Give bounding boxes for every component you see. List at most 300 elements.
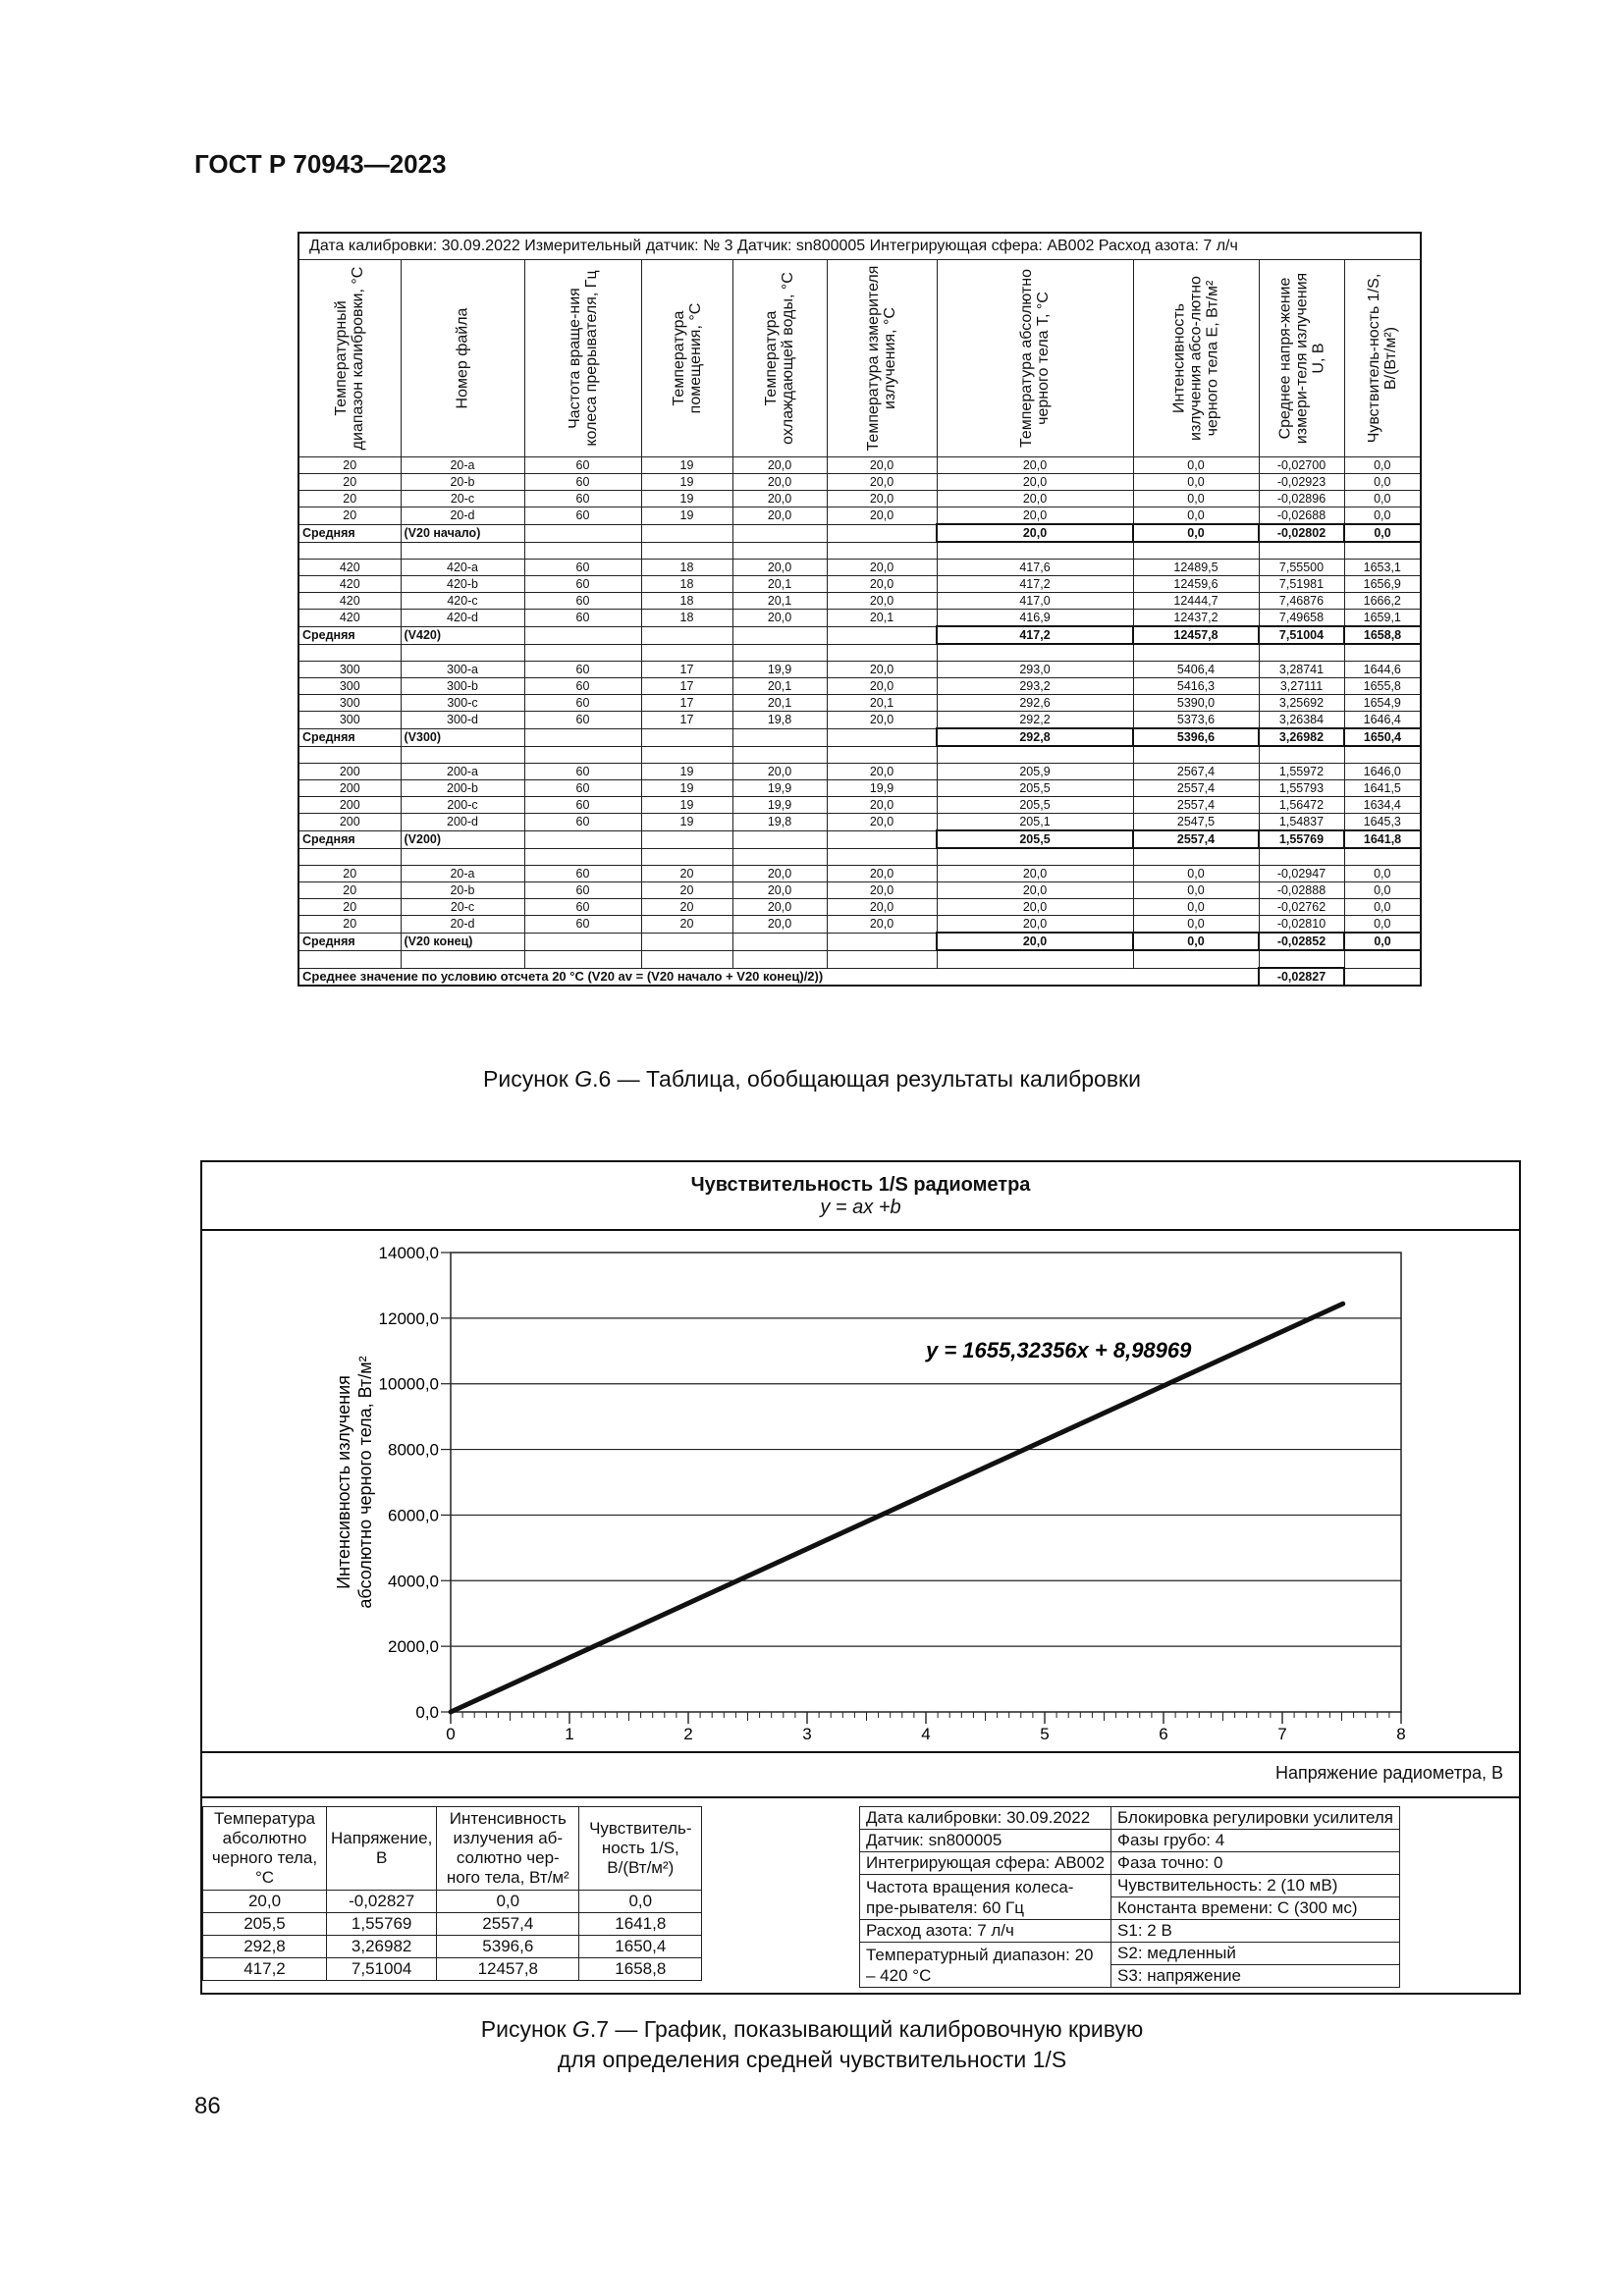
table-cell: 420-a: [401, 560, 524, 576]
table-cell: 20,0: [937, 916, 1133, 934]
table-cell: 19,9: [827, 780, 937, 797]
results-cell: -0,02827: [327, 1891, 437, 1913]
table-cell: 20,0: [827, 882, 937, 899]
table-cell: 18: [641, 610, 732, 627]
y-tick-label: 14000,0: [378, 1244, 439, 1262]
table-cell: 1,54837: [1259, 814, 1344, 831]
table-cell: 20: [298, 899, 401, 916]
empty-cell: [827, 933, 937, 950]
table-row: [298, 491, 1421, 507]
table-cell: 17: [641, 695, 732, 712]
settings-right-cell: Константа времени: С (300 мс): [1111, 1897, 1400, 1920]
table-cell: 20: [298, 507, 401, 525]
average-tag: (V420): [401, 626, 524, 644]
table-cell: 0,0: [1133, 916, 1259, 934]
table-cell: 18: [641, 560, 732, 576]
table-cell: 1645,3: [1344, 814, 1421, 831]
column-header: Среднее напря-жение измери-теля излучения U, В: [1259, 260, 1344, 457]
equation-annotation: y = 1655,32356x + 8,98969: [926, 1337, 1192, 1362]
table-cell: 2557,4: [1133, 780, 1259, 797]
table-cell: 20,0: [827, 797, 937, 814]
spacer-row: [298, 542, 1421, 560]
series-line-fit: [451, 1304, 1343, 1712]
y-axis-label-line: абсолютно черного тела, Вт/м²: [355, 1356, 375, 1609]
chart-title-box: [202, 1162, 1519, 1231]
column-header: Температура охлаждающей воды, °С: [732, 260, 827, 457]
y-tick-label: 0,0: [415, 1703, 439, 1722]
table-cell: 20: [298, 882, 401, 899]
average-tag: (V200): [401, 830, 524, 848]
table-cell: 12437,2: [1133, 610, 1259, 627]
table-cell: 420: [298, 610, 401, 627]
table-cell: 420: [298, 560, 401, 576]
x-tick-label: 8: [1396, 1725, 1406, 1743]
settings-left-cell: Частота вращения колеса- пре-рывателя: 60 Гц: [860, 1875, 1111, 1920]
average-value: 2557,4: [1133, 830, 1259, 848]
average-value: 292,8: [937, 728, 1133, 746]
page-number: 86: [194, 2093, 221, 2119]
empty-cell: [732, 524, 827, 542]
table-cell: 60: [524, 916, 641, 934]
table-cell: 20,0: [827, 764, 937, 780]
table-cell: 20,0: [732, 560, 827, 576]
table-cell: 0,0: [1344, 457, 1421, 474]
table-cell: 200-b: [401, 780, 524, 797]
figure-g7: [200, 1160, 1521, 1995]
table-cell: -0,02762: [1259, 899, 1344, 916]
settings-right-cell: Фаза точно: 0: [1111, 1852, 1400, 1875]
empty-cell: [827, 830, 937, 848]
table-row: [298, 866, 1421, 882]
empty-cell: [827, 524, 937, 542]
table-cell: 1656,9: [1344, 576, 1421, 593]
table-cell: 12459,6: [1133, 576, 1259, 593]
table-cell: 19: [641, 764, 732, 780]
table-cell: 1,55793: [1259, 780, 1344, 797]
results-row: [203, 1891, 702, 1913]
calibration-chart: [202, 1229, 1519, 1751]
results-cell: 292,8: [203, 1936, 327, 1958]
table-cell: 60: [524, 695, 641, 712]
table-cell: 20,0: [732, 866, 827, 882]
table-cell: 20,0: [827, 899, 937, 916]
empty-cell: [524, 933, 641, 950]
average-row: [298, 728, 1421, 746]
table-cell: 60: [524, 797, 641, 814]
table-cell: 19: [641, 491, 732, 507]
table-cell: 2557,4: [1133, 797, 1259, 814]
table-cell: 20-a: [401, 457, 524, 474]
table-cell: 60: [524, 662, 641, 678]
settings-row: [860, 1920, 1400, 1943]
table-cell: 0,0: [1133, 474, 1259, 491]
table-cell: 60: [524, 678, 641, 695]
plot-area-frame: [451, 1253, 1401, 1712]
figure-g7-caption: Рисунок G.7 — График, показывающий калибровочную кривую для определения средней чувствительности 1/S: [480, 2016, 1144, 2072]
table-row: [298, 916, 1421, 934]
table-cell: 20,0: [937, 491, 1133, 507]
final-average-label: Среднее значение по условию отсчета 20 °С (V20 av = (V20 начало + V20 конец)/2)): [298, 968, 1259, 986]
column-header: Температурный диапазон калибровки, °С: [298, 260, 401, 457]
table-row: [298, 797, 1421, 814]
table-row: [298, 457, 1421, 474]
table-cell: 60: [524, 764, 641, 780]
table-cell: 1646,4: [1344, 712, 1421, 729]
settings-right-cell: Блокировка регулировки усилителя: [1111, 1807, 1400, 1830]
table-cell: 20,0: [827, 916, 937, 934]
table-cell: 20,0: [827, 560, 937, 576]
table-cell: 200: [298, 764, 401, 780]
table-cell: 200-a: [401, 764, 524, 780]
table-cell: 20,0: [732, 899, 827, 916]
spacer-row: [298, 950, 1421, 968]
table-cell: 60: [524, 593, 641, 610]
settings-row: [860, 1807, 1400, 1830]
table-cell: 1659,1: [1344, 610, 1421, 627]
table-cell: 200-c: [401, 797, 524, 814]
average-value: -0,02802: [1259, 524, 1344, 542]
y-tick-label: 2000,0: [388, 1637, 439, 1657]
x-tick-label: 4: [921, 1725, 931, 1743]
table-cell: 20-c: [401, 899, 524, 916]
table-cell: 19,9: [732, 662, 827, 678]
final-average-row: [298, 968, 1421, 986]
table-cell: 60: [524, 712, 641, 729]
table-cell: 0,0: [1133, 507, 1259, 525]
spacer-row: [298, 746, 1421, 764]
figure-g6-caption: Рисунок G.6 — Таблица, обобщающая результаты калибровки: [483, 1066, 1141, 1092]
table-cell: 20,0: [732, 882, 827, 899]
table-cell: 60: [524, 866, 641, 882]
average-tag: (V20 конец): [401, 933, 524, 950]
table-cell: 20: [641, 882, 732, 899]
x-tick-label: 2: [683, 1725, 693, 1743]
settings-left-cell: Датчик: sn800005: [860, 1830, 1111, 1852]
results-row: [203, 1958, 702, 1981]
settings-row: [860, 1852, 1400, 1875]
table-cell: 300-a: [401, 662, 524, 678]
results-cell: 7,51004: [327, 1958, 437, 1981]
table-cell: 20-d: [401, 916, 524, 934]
x-axis-label-band: [202, 1751, 1519, 1798]
table-row: [298, 882, 1421, 899]
table-cell: 0,0: [1344, 866, 1421, 882]
settings-right-cell: Фазы грубо: 4: [1111, 1830, 1400, 1852]
table-cell: 60: [524, 457, 641, 474]
average-value: 1,55769: [1259, 830, 1344, 848]
table-cell: 19: [641, 797, 732, 814]
table-cell: 20,0: [732, 507, 827, 525]
table-cell: 300: [298, 678, 401, 695]
y-tick-label: 12000,0: [378, 1308, 439, 1328]
table-cell: 3,26384: [1259, 712, 1344, 729]
table-cell: 1654,9: [1344, 695, 1421, 712]
average-value: 3,26982: [1259, 728, 1344, 746]
settings-row: [860, 1830, 1400, 1852]
results-row: [203, 1936, 702, 1958]
table-cell: 20: [641, 899, 732, 916]
table-caption-line: Дата калибровки: 30.09.2022 Измерительный датчик: № 3 Датчик: sn800005 Интегрирующая сфера: AB002 Расход азота: 7 л/ч: [298, 233, 1421, 260]
table-cell: 20: [298, 457, 401, 474]
table-cell: 18: [641, 576, 732, 593]
table-cell: 420: [298, 576, 401, 593]
table-cell: 60: [524, 507, 641, 525]
y-tick-label: 6000,0: [388, 1506, 439, 1525]
table-cell: 5390,0: [1133, 695, 1259, 712]
table-row: [298, 560, 1421, 576]
table-cell: 20: [298, 491, 401, 507]
table-cell: 200: [298, 780, 401, 797]
table-row: [298, 695, 1421, 712]
empty-cell: [732, 933, 827, 950]
table-cell: 60: [524, 560, 641, 576]
table-cell: 416,9: [937, 610, 1133, 627]
table-cell: 20,0: [937, 899, 1133, 916]
table-cell: 3,28741: [1259, 662, 1344, 678]
table-cell: 20,0: [732, 491, 827, 507]
table-cell: 2567,4: [1133, 764, 1259, 780]
average-label: Средняя: [298, 626, 401, 644]
table-row: [298, 474, 1421, 491]
results-column-header: Напряжение, В: [327, 1807, 437, 1891]
table-cell: 20,0: [937, 457, 1133, 474]
x-tick-label: 5: [1040, 1725, 1050, 1743]
table-cell: 300-d: [401, 712, 524, 729]
table-cell: 20,0: [827, 866, 937, 882]
results-cell: 2557,4: [437, 1913, 579, 1936]
table-cell: 19: [641, 780, 732, 797]
table-cell: 417,6: [937, 560, 1133, 576]
empty-cell: [732, 728, 827, 746]
settings-row: [860, 1943, 1400, 1965]
table-row: [298, 780, 1421, 797]
column-header: Интенсивность излучения абсо-лютно черного тела E, Вт/м²: [1133, 260, 1259, 457]
settings-right-cell: S3: напряжение: [1111, 1965, 1400, 1988]
table-cell: 20,0: [732, 474, 827, 491]
results-cell: 1650,4: [579, 1936, 702, 1958]
table-cell: 1,55972: [1259, 764, 1344, 780]
average-value: 7,51004: [1259, 626, 1344, 644]
table-cell: 0,0: [1344, 916, 1421, 934]
empty-cell: [524, 830, 641, 848]
average-value: 1641,8: [1344, 830, 1421, 848]
average-value: 0,0: [1344, 933, 1421, 950]
results-cell: 1658,8: [579, 1958, 702, 1981]
table-cell: 1641,5: [1344, 780, 1421, 797]
x-axis-label: Напряжение радиометра, В: [1274, 1763, 1503, 1783]
table-row: [298, 610, 1421, 627]
table-cell: 20: [298, 474, 401, 491]
empty-cell: [641, 933, 732, 950]
table-cell: 19: [641, 814, 732, 831]
table-cell: 0,0: [1133, 491, 1259, 507]
results-cell: 20,0: [203, 1891, 327, 1913]
table-cell: 0,0: [1133, 457, 1259, 474]
table-cell: 0,0: [1344, 882, 1421, 899]
table-cell: 12444,7: [1133, 593, 1259, 610]
column-header: Температура абсолютно черного тела T, °С: [937, 260, 1133, 457]
table-cell: -0,02923: [1259, 474, 1344, 491]
table-cell: 19: [641, 507, 732, 525]
table-cell: 0,0: [1344, 491, 1421, 507]
table-row: [298, 764, 1421, 780]
settings-left-cell: Температурный диапазон: 20 – 420 °С: [860, 1943, 1111, 1988]
table-cell: 20: [298, 916, 401, 934]
table-cell: 417,0: [937, 593, 1133, 610]
empty-cell: [732, 830, 827, 848]
chart-subtitle: y = ax +b: [820, 1197, 901, 1218]
table-cell: -0,02700: [1259, 457, 1344, 474]
table-cell: 19,8: [732, 712, 827, 729]
table-cell: 1655,8: [1344, 678, 1421, 695]
table-cell: -0,02947: [1259, 866, 1344, 882]
table-cell: 60: [524, 576, 641, 593]
table-cell: -0,02688: [1259, 507, 1344, 525]
table-cell: 20: [641, 866, 732, 882]
empty-cell: [641, 626, 732, 644]
average-value: 5396,6: [1133, 728, 1259, 746]
empty-cell: [732, 626, 827, 644]
settings-left-cell: Дата калибровки: 30.09.2022: [860, 1807, 1111, 1830]
settings-left-cell: Интегрирующая сфера: AB002: [860, 1852, 1111, 1875]
table-cell: 300-c: [401, 695, 524, 712]
table-cell: -0,02896: [1259, 491, 1344, 507]
settings-left-cell: Расход азота: 7 л/ч: [860, 1920, 1111, 1943]
table-cell: 17: [641, 712, 732, 729]
table-cell: 205,5: [937, 780, 1133, 797]
table-cell: 17: [641, 678, 732, 695]
x-tick-label: 3: [802, 1725, 812, 1743]
table-cell: 300-b: [401, 678, 524, 695]
table-cell: 1646,0: [1344, 764, 1421, 780]
average-value: -0,02852: [1259, 933, 1344, 950]
average-value: 1658,8: [1344, 626, 1421, 644]
table-cell: 60: [524, 491, 641, 507]
table-cell: 0,0: [1344, 507, 1421, 525]
table-cell: 20,0: [732, 457, 827, 474]
average-label: Средняя: [298, 524, 401, 542]
table-cell: 1653,1: [1344, 560, 1421, 576]
table-cell: 60: [524, 780, 641, 797]
y-tick-label: 10000,0: [378, 1374, 439, 1394]
results-column-header: Интенсивность излучения аб-солютно чер-ного тела, Вт/м²: [437, 1807, 579, 1891]
table-cell: 1,56472: [1259, 797, 1344, 814]
empty-cell: [524, 728, 641, 746]
table-row: [298, 576, 1421, 593]
results-cell: 1641,8: [579, 1913, 702, 1936]
table-cell: 19,9: [732, 797, 827, 814]
table-cell: 7,51981: [1259, 576, 1344, 593]
table-cell: 20: [298, 866, 401, 882]
results-column-header: Чувствитель-ность 1/S, В/(Вт/м²): [579, 1807, 702, 1891]
y-tick-label: 4000,0: [388, 1572, 439, 1591]
table-cell: 20-b: [401, 882, 524, 899]
table-cell: 5416,3: [1133, 678, 1259, 695]
table-cell: 420-b: [401, 576, 524, 593]
table-cell: 205,1: [937, 814, 1133, 831]
table-cell: 19: [641, 457, 732, 474]
x-tick-label: 0: [446, 1725, 456, 1743]
table-cell: 1634,4: [1344, 797, 1421, 814]
table-cell: 293,0: [937, 662, 1133, 678]
table-cell: 20,0: [827, 814, 937, 831]
table-cell: 20-b: [401, 474, 524, 491]
column-header: Температура измерителя излучения, °С: [827, 260, 937, 457]
settings-table: [859, 1806, 1400, 1988]
average-value: 20,0: [937, 524, 1133, 542]
table-row: [298, 899, 1421, 916]
average-label: Средняя: [298, 830, 401, 848]
settings-row: [860, 1875, 1400, 1897]
average-value: 0,0: [1344, 524, 1421, 542]
y-tick-label: 8000,0: [388, 1440, 439, 1460]
table-cell: 19,8: [732, 814, 827, 831]
table-cell: 20,0: [827, 662, 937, 678]
empty-cell: [524, 626, 641, 644]
average-label: Средняя: [298, 728, 401, 746]
table-cell: 300: [298, 662, 401, 678]
table-cell: 420-c: [401, 593, 524, 610]
table-cell: 5373,6: [1133, 712, 1259, 729]
table-cell: 420: [298, 593, 401, 610]
table-cell: 205,5: [937, 797, 1133, 814]
column-header: Частота враще-ния колеса прерывателя, Гц: [524, 260, 641, 457]
table-cell: 20,0: [827, 678, 937, 695]
table-row: [298, 814, 1421, 831]
chart-title: Чувствительность 1/S радиометра: [690, 1174, 1031, 1196]
table-cell: 200: [298, 797, 401, 814]
table-cell: 17: [641, 662, 732, 678]
table-cell: 19: [641, 474, 732, 491]
results-cell: 5396,6: [437, 1936, 579, 1958]
table-row: [298, 662, 1421, 678]
results-table: [202, 1806, 702, 1981]
empty-cell: [827, 626, 937, 644]
table-cell: 1666,2: [1344, 593, 1421, 610]
table-cell: 20,1: [827, 695, 937, 712]
column-header: Чувствитель-ность 1/S, В/(Вт/м²): [1344, 260, 1421, 457]
table-cell: 0,0: [1133, 899, 1259, 916]
average-row: [298, 524, 1421, 542]
results-cell: 12457,8: [437, 1958, 579, 1981]
table-cell: 20,0: [937, 882, 1133, 899]
table-cell: 7,49658: [1259, 610, 1344, 627]
average-label: Средняя: [298, 933, 401, 950]
table-cell: 20,0: [827, 576, 937, 593]
table-cell: 20,0: [827, 507, 937, 525]
results-column-header: Температура абсолютно черного тела, °С: [203, 1807, 327, 1891]
results-cell: 417,2: [203, 1958, 327, 1981]
results-cell: 205,5: [203, 1913, 327, 1936]
average-value: 417,2: [937, 626, 1133, 644]
document-title: ГОСТ Р 70943—2023: [194, 149, 447, 179]
spacer-row: [298, 644, 1421, 662]
x-tick-label: 6: [1159, 1725, 1168, 1743]
table-cell: 200-d: [401, 814, 524, 831]
average-value: 20,0: [937, 933, 1133, 950]
average-row: [298, 830, 1421, 848]
table-cell: 20,1: [827, 610, 937, 627]
table-cell: 20-d: [401, 507, 524, 525]
results-cell: 0,0: [579, 1891, 702, 1913]
results-row: [203, 1913, 702, 1936]
table-row: [298, 507, 1421, 525]
table-cell: 20,0: [827, 712, 937, 729]
table-cell: 60: [524, 474, 641, 491]
table-cell: 19,9: [732, 780, 827, 797]
table-cell: 300: [298, 712, 401, 729]
settings-right-cell: S2: медленный: [1111, 1943, 1400, 1965]
